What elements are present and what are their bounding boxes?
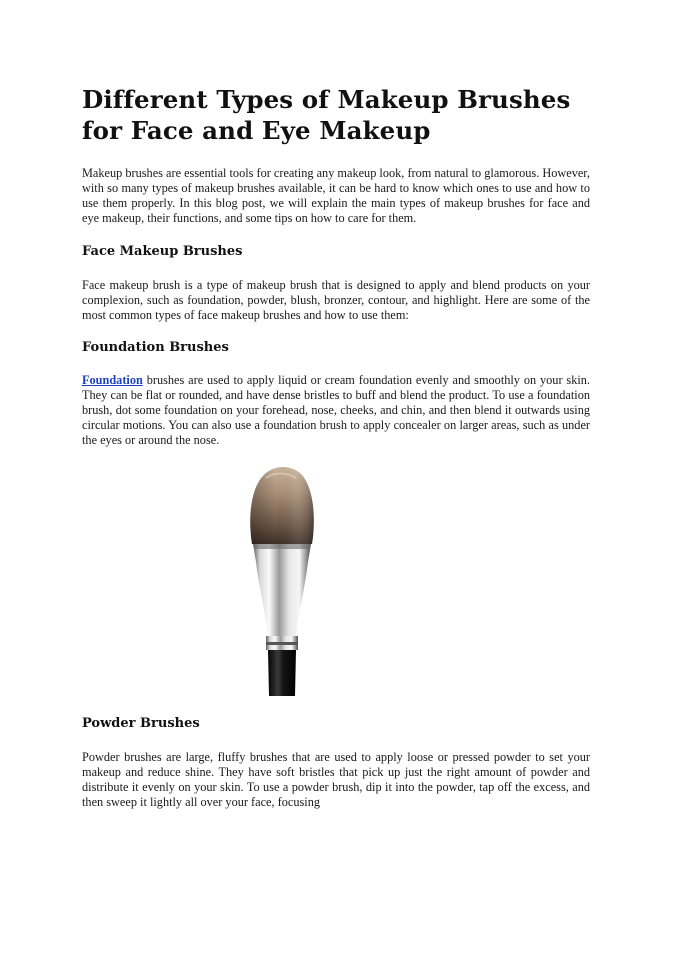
intro-paragraph: Makeup brushes are essential tools for creating any makeup look, from natural to glamorous. However, with so many types of makeup brushes available, it can be hard to know which ones to use and how to use them properly. In this blog post, we will explain the main types of makeup brushes for face and eye makeup, their functions, and some tips on how to care for them.	[82, 166, 590, 225]
document-page	[82, 84, 590, 810]
foundation-paragraph-text: brushes are used to apply liquid or cream foundation evenly and smoothly on your skin. They can be flat or rounded, and have dense bristles to buff and blend the product. To use a foundation brush, dot some foundation on your forehead, nose, cheeks, and chin, and then blend it outwards using circular motions. You can also use a foundation brush to apply concealer on larger areas, such as under the eyes or around the nose.	[82, 373, 590, 447]
page-title: Different Types of Makeup Brushes for Face and Eye Makeup	[82, 85, 571, 145]
foundation-link[interactable]: Foundation	[82, 373, 143, 387]
face-makeup-paragraph: Face makeup brush is a type of makeup brush that is designed to apply and blend products on your complexion, such as foundation, powder, blush, bronzer, contour, and highlight. Here are some of the most common types of face makeup brushes and how to use them:	[82, 278, 590, 322]
powder-paragraph: Powder brushes are large, fluffy brushes that are used to apply loose or pressed powder to set your makeup and reduce shine. They have soft bristles that pick up just the right amount of powder and distribute it evenly on your skin. To use a powder brush, dip it into the powder, tap off the excess, and then sweep it lightly all over your face, focusing	[82, 750, 590, 809]
foundation-heading: Foundation Brushes	[82, 340, 229, 355]
foundation-paragraph	[82, 373, 590, 448]
powder-heading: Powder Brushes	[82, 716, 200, 731]
foundation-brush-figure	[82, 464, 590, 702]
foundation-brush-image	[246, 464, 318, 696]
face-makeup-heading: Face Makeup Brushes	[82, 244, 243, 259]
